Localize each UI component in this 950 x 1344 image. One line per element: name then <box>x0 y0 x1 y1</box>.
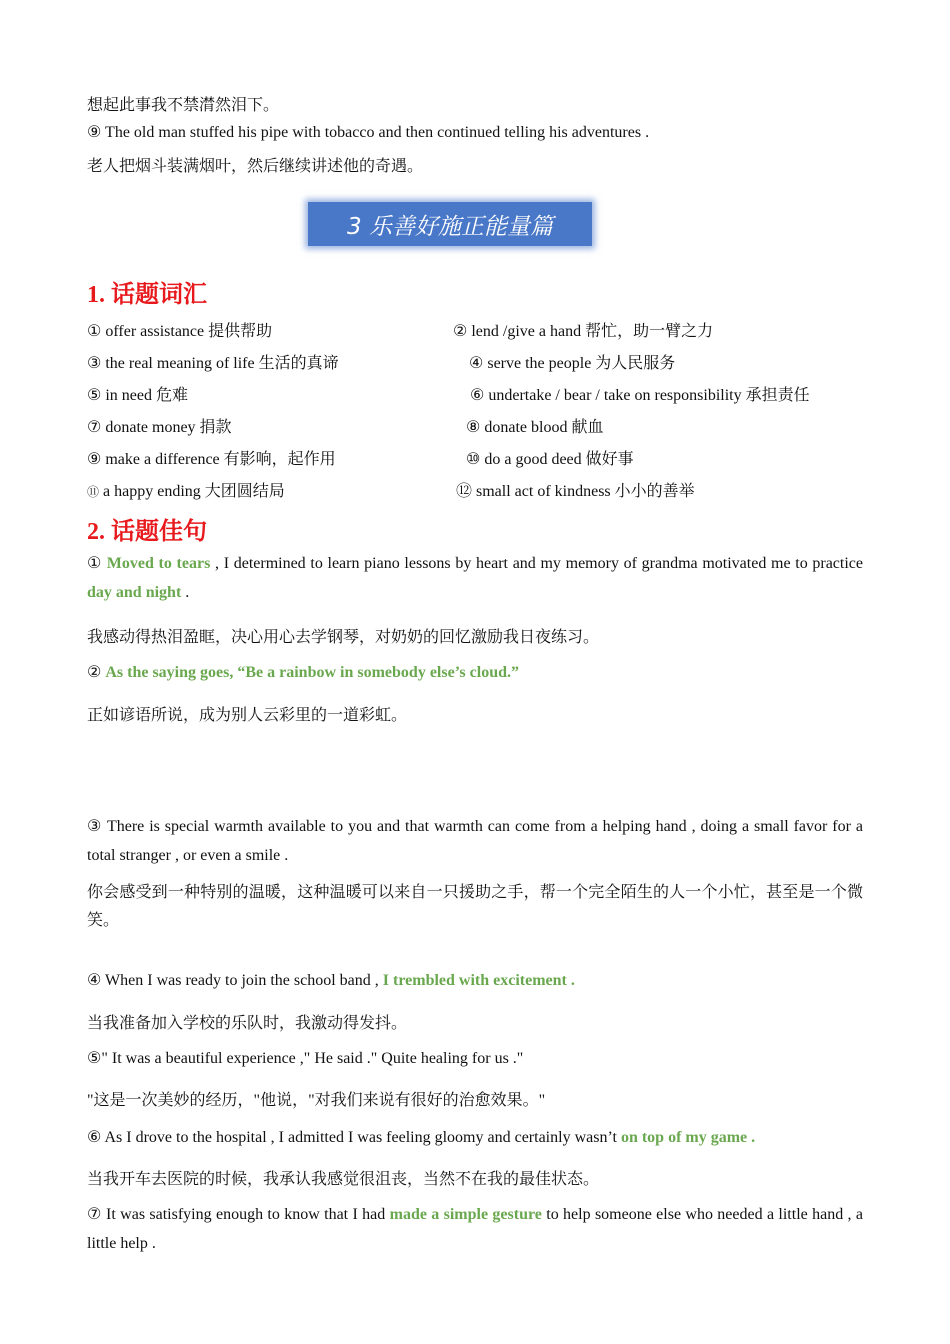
sentence-4-chinese: 当我准备加入学校的乐队时，我激动得发抖。 <box>87 1015 408 1032</box>
sentence-text: ⑥ As I drove to the hospital , I admitted I was feeling gloomy and certainly wasn’t <box>87 1129 621 1146</box>
vocab-item: ⑧ donate blood 献血 <box>466 419 604 436</box>
section-banner-title: 3 乐善好施正能量篇 <box>347 213 553 240</box>
sentence-6-english <box>87 1127 755 1147</box>
vocab-item: ② lend /give a hand 帮忙，助一臂之力 <box>453 323 714 340</box>
highlight-phrase: on top of my game . <box>620 1129 756 1146</box>
vocab-item: ③ the real meaning of life 生活的真谛 <box>87 355 339 372</box>
vocab-item: ⑫ small act of kindness 小小的善举 <box>456 483 695 500</box>
sentence-1-chinese: 我感动得热泪盈眶，决心用心去学钢琴，对奶奶的回忆激励我日夜练习。 <box>87 629 600 646</box>
sentence-5-chinese: "这是一次美妙的经历，"他说，"对我们来说有很好的治愈效果。" <box>87 1092 546 1109</box>
section-banner <box>308 202 592 246</box>
highlight-phrase: Moved to tears <box>106 555 211 572</box>
sentence-text: , I determined to learn piano lessons by heart and my memory of grandma motivated me to practice <box>210 555 864 572</box>
sentence-number: ① <box>87 555 107 572</box>
highlight-phrase: As the saying goes, “Be a rainbow in somebody else’s cloud.” <box>105 664 519 681</box>
sentence-text: ⑦ It was satisfying enough to know that I had <box>87 1206 390 1223</box>
vocab-item-text: a happy ending 大团圆结局 <box>103 483 285 500</box>
highlight-phrase: day and night <box>87 584 182 601</box>
highlight-phrase: made a simple gesture <box>389 1206 542 1223</box>
vocab-item: ⑩ do a good deed 做好事 <box>466 451 634 468</box>
sentences-heading: 2. 话题佳句 <box>87 519 207 545</box>
sentence-5-english: ⑤" It was a beautiful experience ," He said ." Quite healing for us ." <box>87 1050 524 1067</box>
vocab-item: ⑥ undertake / bear / take on responsibility 承担责任 <box>470 387 810 404</box>
vocab-item-number: ⑪ <box>87 485 100 499</box>
sentence-2-english <box>87 662 519 682</box>
intro-english-sentence: ⑨ The old man stuffed his pipe with tobacco and then continued telling his adventures . <box>87 124 650 141</box>
sentence-7-english <box>87 1200 863 1258</box>
sentence-2-chinese: 正如谚语所说，成为别人云彩里的一道彩虹。 <box>87 707 408 724</box>
vocab-item <box>87 478 285 501</box>
sentence-3-english: ③ There is special warmth available to you and that warmth can come from a helping hand , doing a small favor for a total stranger , or even a smile . <box>87 818 863 864</box>
sentence-number: ② <box>87 664 106 681</box>
intro-chinese-line: 想起此事我不禁潸然泪下。 <box>87 97 280 114</box>
vocab-item: ⑨ make a difference 有影响，起作用 <box>87 451 336 468</box>
sentence-text: to help someone else who needed a little hand , a little help . <box>87 1206 863 1252</box>
sentence-1-english <box>87 549 863 607</box>
sentence-6-chinese: 当我开车去医院的时候，我承认我感觉很沮丧，当然不在我的最佳状态。 <box>87 1171 600 1188</box>
vocab-heading: 1. 话题词汇 <box>87 282 207 308</box>
sentence-4-english <box>87 970 575 990</box>
vocab-item: ⑤ in need 危难 <box>87 387 188 404</box>
sentence-3-chinese: 你会感受到一种特别的温暖，这种温暖可以来自一只援助之手，帮一个完全陌生的人一个小忙，甚至是一个微笑。 <box>87 884 863 929</box>
sentence-text: ④ When I was ready to join the school band , <box>87 972 383 989</box>
intro-chinese-translation: 老人把烟斗装满烟叶，然后继续讲述他的奇遇。 <box>87 158 424 175</box>
highlight-phrase: I trembled with excitement . <box>382 972 575 989</box>
vocab-item: ① offer assistance 提供帮助 <box>87 323 273 340</box>
vocab-item: ⑦ donate money 捐款 <box>87 419 232 436</box>
sentence-text: . <box>181 584 190 601</box>
vocab-item: ④ serve the people 为人民服务 <box>469 355 676 372</box>
